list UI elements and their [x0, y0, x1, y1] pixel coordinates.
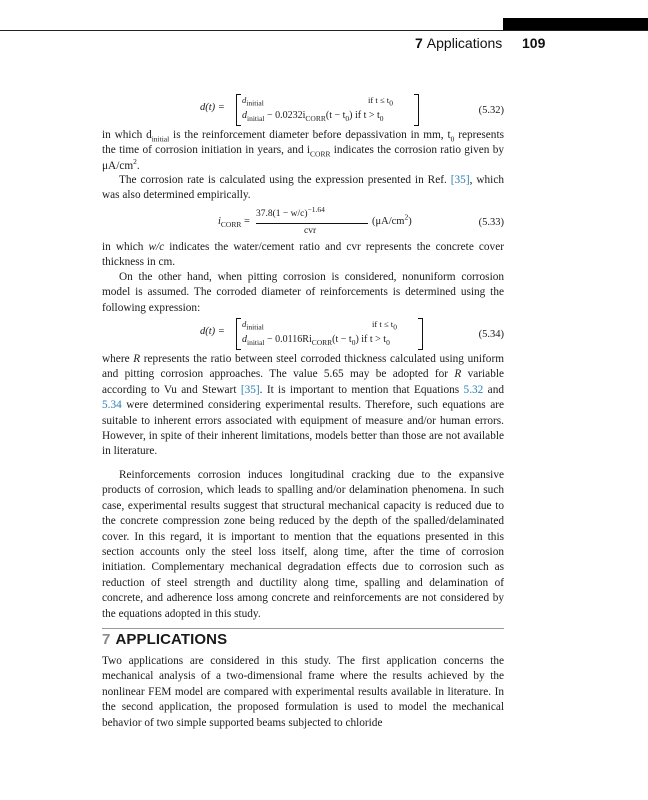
equation-number: (5.34)	[478, 329, 504, 340]
eq-units: $(\mu A/cm^2)$	[372, 212, 412, 227]
eq-lhs: $i_{CORR}$ =	[218, 216, 250, 230]
section-title: APPLICATIONS	[115, 631, 228, 648]
bracket-open	[236, 318, 241, 350]
section-rule	[102, 628, 504, 629]
eq-lhs: d(t) =	[200, 102, 225, 113]
bracket-close	[418, 318, 423, 350]
eq-lhs: d(t) =	[200, 326, 225, 337]
chapter-title: Applications	[426, 35, 503, 51]
paragraph-7: Two applications are considered in this study. The first application concerns the mechanical analysis of a two-dimensional frame where the results achieved by the nonlinear FEM model are compared with experimental results available in literature. In the second application, the proposed formulation is used to model the mechanical behavior of two simple supported beams subjected to chloride	[102, 655, 504, 729]
running-head	[415, 35, 502, 51]
section-heading	[102, 631, 227, 648]
eq-row1-cond: if $t \le t_0$	[368, 95, 393, 108]
bracket-close	[414, 94, 419, 126]
eq-row1-expr: $d_{initial}$	[242, 95, 264, 108]
equation-5-33	[102, 206, 504, 244]
paragraph-5: where R represents the ratio between steel corroded thickness calculated using uniform and pitting corrosion approaches. The value 5.65 may be adopted for R variable according to Vu and Stewart [35]. It is important to mention that Equations 5.32 and 5.34 were determined considering experimental results. Therefore, such equations are suitable to inherent errors associated with equipment of measure and/or human errors. However, in spite of their inherent limitations, models better than those are not available in literature.	[102, 353, 504, 458]
paragraph-2: The corrosion rate is calculated using the expression presented in Ref. [35], which was also determined empirically.	[102, 174, 504, 202]
chapter-number: 7	[415, 35, 423, 51]
eq-row2-expr: $d_{initial} - 0.0232i_{CORR}(t - t_0)$ if $t > t_0$	[242, 110, 384, 123]
equation-5-34	[102, 318, 504, 356]
eq-row2-expr: $d_{initial} - 0.0116Ri_{CORR}(t - t_0)$ if $t > t_0$	[242, 334, 390, 347]
paragraph-3: in which w/c indicates the water/cement ratio and cvr represents the concrete cover thickness in cm.	[102, 241, 504, 269]
page-number: 109	[522, 35, 546, 51]
equation-5-32	[102, 94, 504, 132]
eq-link-5-34[interactable]: 5.34	[102, 399, 122, 412]
ref-link-35[interactable]: [35]	[450, 174, 470, 186]
paragraph-4: On the other hand, when pitting corrosion is considered, nonuniform corrosion model is assumed. The corroded diameter of reinforcements is determined using the following expression:	[102, 271, 504, 314]
eq-denominator: cvr	[304, 226, 317, 236]
paragraph-1: in which $d_{initial}$ is the reinforcement diameter before depassivation in mm, $t_0$ represents the time of corrosion initiation in years, and $i_{CORR}$ indicates the corrosion ratio given by $\mu A/cm^2$.	[102, 129, 504, 172]
eq-row1-expr: $d_{initial}$	[242, 319, 264, 332]
fraction-bar	[256, 223, 368, 224]
equation-number: (5.32)	[478, 105, 504, 116]
eq-row1-cond: if $t \le t_0$	[372, 319, 397, 332]
paragraph-6: Reinforcements corrosion induces longitudinal cracking due to the expansive products of corrosion, which leads to spalling and/or delamination phenomena. In such case, experimental results suggest that structural mechanical capacity is reduced due to the concrete compression zone being reduced by the depth of the spalled/delaminated cover. In this regard, it is important to mention that the equations presented in this section accounts only the steel loss itself, along time, after the time of corrosion initiation. Complementary mechanical degradation effects due to corrosion such as reduction of steel strength and ductility along time, spalling and delamination of concrete, and adherence loss among concrete and reinforcements are not considered by the equations adopted in this study.	[102, 469, 504, 620]
ref-link-35[interactable]: [35]	[240, 383, 260, 396]
header-rule	[0, 30, 648, 31]
equation-number: (5.33)	[478, 217, 504, 228]
eq-numerator: $37.8(1 - w/c)^{-1.64}$	[256, 204, 325, 219]
bracket-open	[236, 94, 241, 126]
eq-link-5-32[interactable]: 5.32	[463, 383, 484, 396]
section-number: 7	[102, 631, 111, 648]
